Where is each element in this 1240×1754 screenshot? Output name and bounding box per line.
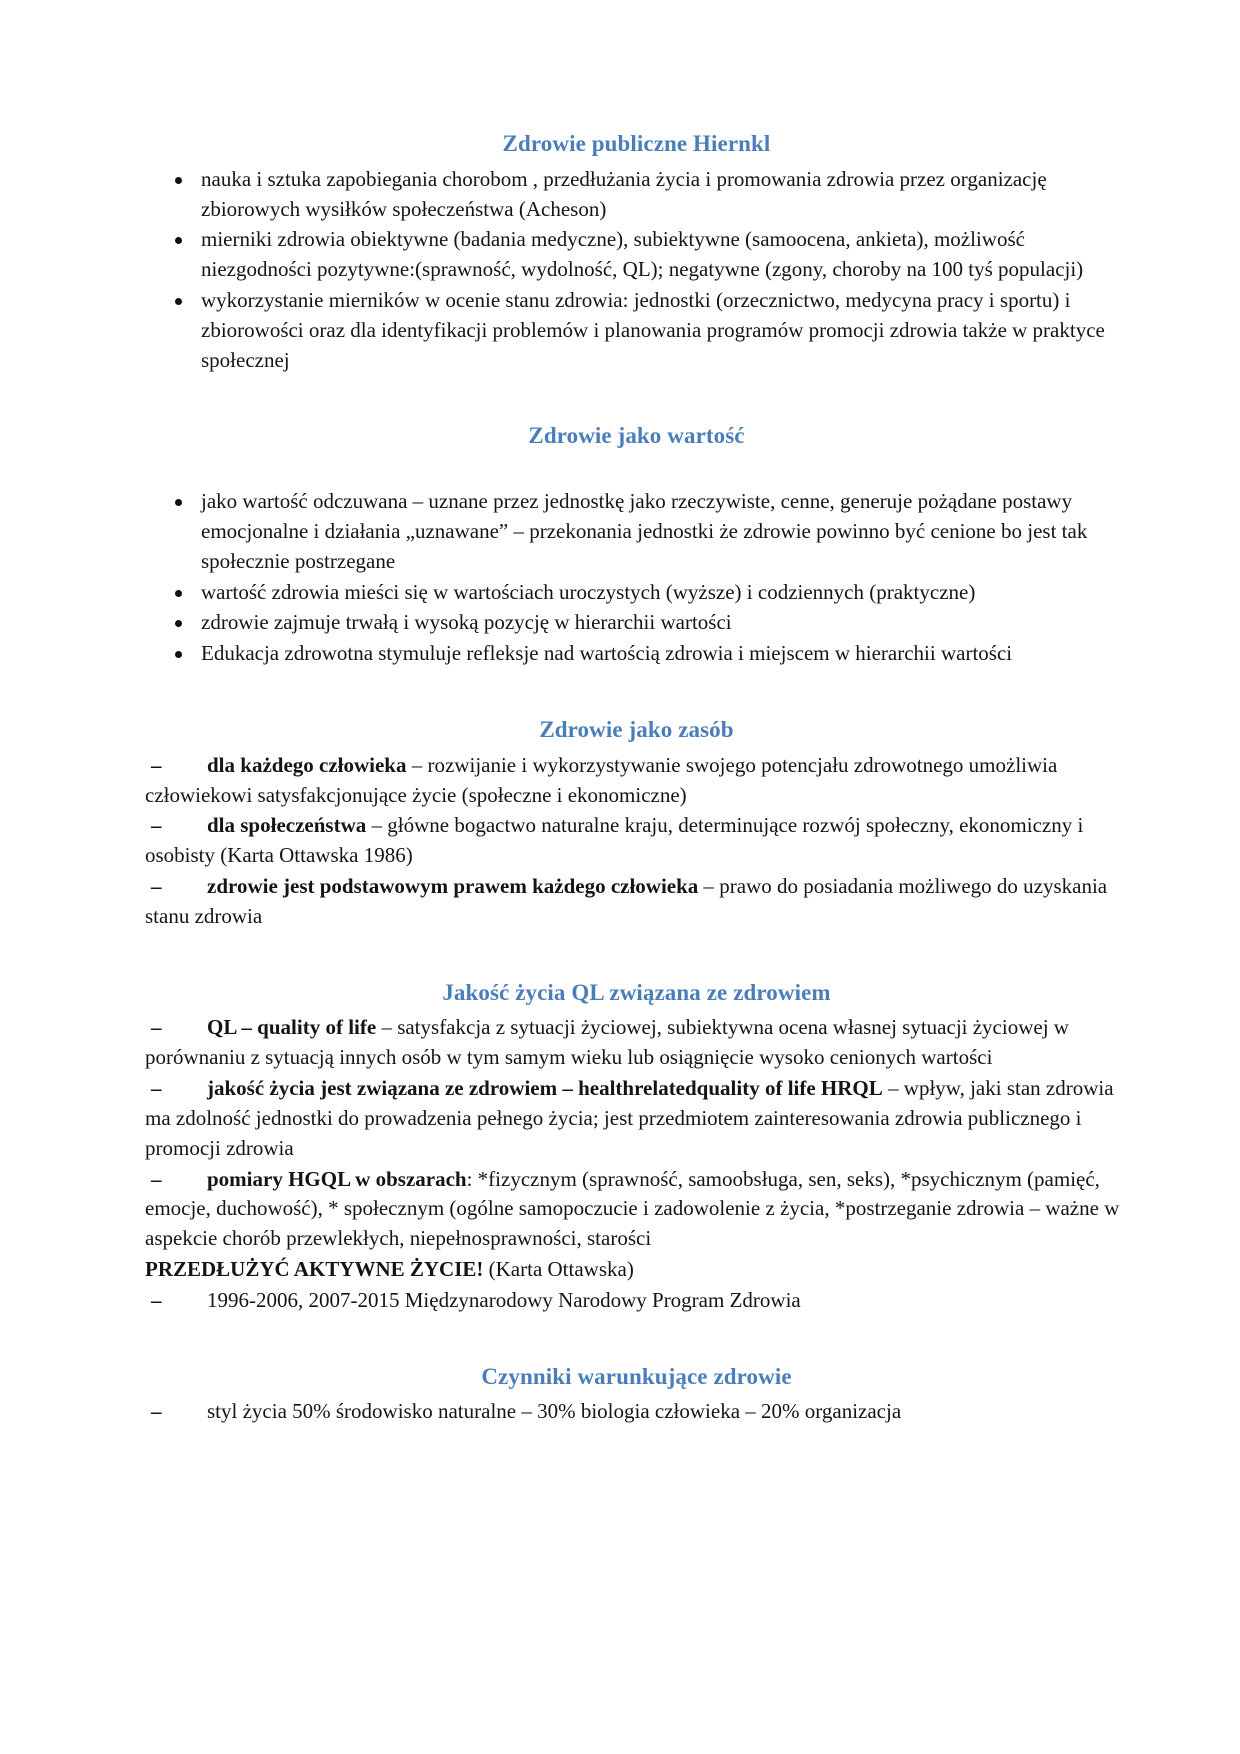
section-heading-2: Zdrowie jako wartość	[528, 423, 745, 449]
dash-item-lead: dla każdego człowieka	[207, 752, 407, 777]
list-item: wykorzystanie mierników w ocenie stanu zdrowia: jednostki (orzecznictwo, medycyna pracy i sportu) i zbiorowości oraz dla identyfikacji problemów i planowania programów promocji zdrowia także w praktyce społecznej	[145, 286, 1128, 375]
dash-item	[145, 1397, 1128, 1427]
dash-item-lead: jakość życia jest związana ze zdrowiem – healthrelatedquality of life HRQL	[207, 1076, 883, 1101]
callout-body: (Karta Ottawska)	[483, 1256, 634, 1281]
dash-item-body: – główne bogactwo naturalne kraju, determinujące rozwój społeczny, ekonomiczny i osobisty (Karta Ottawska 1986)	[145, 813, 1084, 868]
dash-item-body: – satysfakcja z sytuacji życiowej, subiektywna ocena własnej sytuacji życiowej w porównaniu z sytuacją innych osób w tym samym wieku lub osiągnięcie wysoko cenionych wartości	[145, 1015, 1069, 1070]
spacer	[145, 670, 1128, 716]
dash-marker: –	[151, 1287, 162, 1312]
callout-lead: PRZEDŁUŻYĆ AKTYWNE ŻYCIE!	[145, 1256, 484, 1281]
dash-marker: –	[151, 1399, 162, 1424]
dash-item	[145, 1013, 1128, 1073]
spacer	[145, 1317, 1128, 1363]
dash-item-lead: pomiary HGQL w obszarach	[207, 1166, 467, 1191]
dash-item-lead: QL – quality of life	[207, 1015, 377, 1040]
dash-item-lead: zdrowie jest podstawowym prawem każdego człowieka	[207, 874, 699, 899]
list-item: wartość zdrowia mieści się w wartościach uroczystych (wyższe) i codziennych (praktyczne)	[145, 578, 1128, 608]
dash-marker: –	[151, 1166, 162, 1191]
dash-item	[145, 1286, 1128, 1316]
section-zdrowie-jako-zasob	[145, 716, 1128, 932]
dash-item-lead: dla społeczeństwa	[207, 813, 367, 838]
list-item: jako wartość odczuwana – uznane przez jednostkę jako rzeczywiste, cenne, generuje pożądane postawy emocjonalne i działania „uznawane” – przekonania jednostki że zdrowie powinno być cenione bo jest tak społecznie postrzegane	[145, 487, 1128, 576]
section-heading-3: Zdrowie jako zasób	[539, 717, 734, 743]
dash-item-body: : *fizycznym (sprawność, samoobsługa, sen, seks), *psychicznym (pamięć, emocje, duchowość), * społecznym (ogólne samopoczucie i zadowolenie z życia, *postrzeganie zdrowia – ważne w aspekcie chorób przewlekłych, niepełnosprawności, starości	[145, 1166, 1120, 1251]
section-zdrowie-jako-wartosc	[145, 422, 1128, 669]
dash-item-body: 1996-2006, 2007-2015 Międzynarodowy Narodowy Program Zdrowia	[207, 1287, 801, 1312]
list-item: Edukacja zdrowotna stymuluje refleksje nad wartością zdrowia i miejscem w hierarchii wartości	[145, 639, 1128, 669]
dash-marker: –	[151, 874, 162, 899]
dash-item	[145, 811, 1128, 871]
bullet-list-2	[145, 487, 1128, 669]
list-item: mierniki zdrowia obiektywne (badania medyczne), subiektywne (samoocena, ankieta), możliwość niezgodności pozytywne:(sprawność, wydolność, QL); negatywne (zgony, choroby na 100 tyś populacji)	[145, 225, 1128, 285]
section-heading-1: Zdrowie publiczne Hiernkl	[502, 131, 771, 156]
dash-item	[145, 872, 1128, 932]
dash-marker: –	[151, 1015, 162, 1040]
dash-marker: –	[151, 813, 162, 838]
dash-item-body: – rozwijanie i wykorzystywanie swojego potencjału zdrowotnego umożliwia człowiekowi satysfakcjonujące życie (społeczne i ekonomiczne)	[145, 752, 1058, 807]
spacer	[145, 451, 1128, 481]
dash-item-body: styl życia 50% środowisko naturalne – 30% biologia człowieka – 20% organizacja	[207, 1399, 902, 1424]
list-item: zdrowie zajmuje trwałą i wysoką pozycję w hierarchii wartości	[145, 608, 1128, 638]
spacer	[145, 933, 1128, 979]
section-heading-4: Jakość życia QL związana ze zdrowiem	[442, 979, 831, 1005]
section-jakosc-zycia-ql	[145, 979, 1128, 1316]
section-zdrowie-publiczne	[145, 130, 1128, 375]
dash-item-body: – wpływ, jaki stan zdrowia ma zdolność jednostki do prowadzenia pełnego życia; jest przedmiotem zainteresowania zdrowia publicznego i promocji zdrowia	[145, 1076, 1114, 1160]
dash-item	[145, 751, 1128, 811]
section-czynniki-warunkujace-zdrowie	[145, 1363, 1128, 1428]
dash-marker: –	[151, 1076, 162, 1101]
dash-item	[145, 1165, 1128, 1254]
list-item: nauka i sztuka zapobiegania chorobom , przedłużania życia i promowania zdrowia przez organizację zbiorowych wysiłków społeczeństwa (Acheson)	[145, 165, 1128, 225]
section-heading-5: Czynniki warunkujące zdrowie	[481, 1363, 792, 1389]
bullet-list-1	[145, 165, 1128, 376]
dash-item-body: – prawo do posiadania możliwego do uzyskania stanu zdrowia	[145, 874, 1108, 928]
callout-przedluzyc-aktywne-zycie	[145, 1255, 1128, 1285]
dash-item	[145, 1074, 1128, 1163]
spacer	[145, 376, 1128, 422]
dash-marker: –	[151, 752, 162, 777]
